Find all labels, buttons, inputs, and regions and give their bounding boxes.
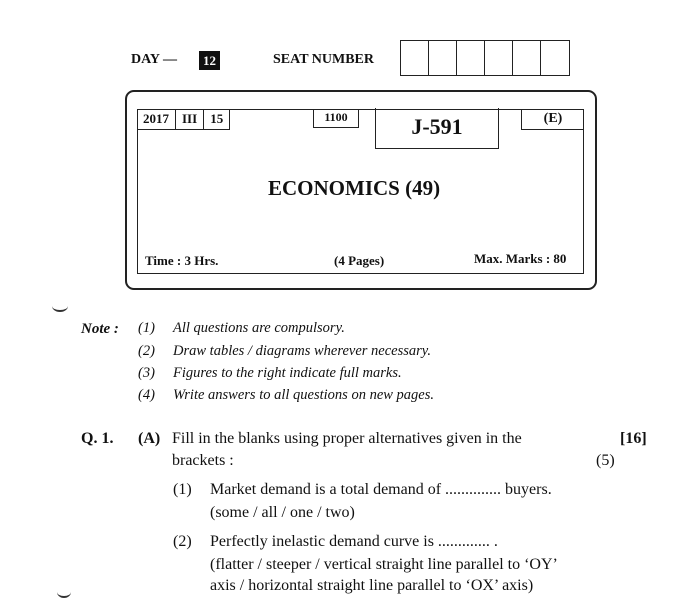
day-number-badge: 12 xyxy=(199,51,220,70)
note-text: Write answers to all questions on new pages. xyxy=(173,387,434,403)
note-text: Draw tables / diagrams wherever necessary. xyxy=(173,343,432,359)
punch-hole-mark xyxy=(57,586,71,598)
item-text: Perfectly inelastic demand curve is ............. . xyxy=(210,533,498,550)
question-part: (A) xyxy=(138,430,161,447)
note-number: (2) xyxy=(138,343,155,359)
item-number: (1) xyxy=(173,481,192,498)
note-text: Figures to the right indicate full marks. xyxy=(173,365,402,381)
max-marks-label: Max. Marks : 80 xyxy=(474,251,567,266)
question-number: Q. 1. xyxy=(81,430,114,447)
pages-label: (4 Pages) xyxy=(334,253,385,268)
note-number: (3) xyxy=(138,365,155,381)
exam-year: 2017 xyxy=(137,109,176,129)
question-total-marks: [16] xyxy=(620,430,647,447)
paper-code-box: J-591 xyxy=(375,108,499,149)
item-options-cont: axis / horizontal straight line parallel to ‘OX’ axis) xyxy=(210,577,534,594)
exam-code-box: 1100 xyxy=(313,109,359,128)
seat-number-boxes[interactable] xyxy=(400,40,570,76)
exam-date: 15 xyxy=(210,111,224,126)
question-instruction-cont: brackets : xyxy=(172,452,234,469)
subject-title: ECONOMICS (49) xyxy=(268,176,441,200)
punch-hole-mark xyxy=(52,300,68,312)
seat-number-digit-box[interactable] xyxy=(485,41,513,75)
seat-number-label: SEAT NUMBER xyxy=(273,52,375,67)
seat-number-digit-box[interactable] xyxy=(429,41,457,75)
day-label: DAY — xyxy=(131,52,178,67)
seat-number-digit-box[interactable] xyxy=(401,41,429,75)
exam-date-group xyxy=(137,109,230,130)
seat-number-digit-box[interactable] xyxy=(513,41,541,75)
exam-term: III xyxy=(176,109,204,129)
item-text: Market demand is a total demand of .............. buyers. xyxy=(210,481,552,498)
part-marks: (5) xyxy=(596,452,615,469)
question-instruction: Fill in the blanks using proper alternatives given in the xyxy=(172,430,522,447)
note-text: All questions are compulsory. xyxy=(173,320,345,336)
seat-number-digit-box[interactable] xyxy=(541,41,569,75)
item-number: (2) xyxy=(173,533,192,550)
note-number: (1) xyxy=(138,320,155,336)
note-label: Note : xyxy=(81,321,119,337)
time-label: Time : 3 Hrs. xyxy=(145,253,219,268)
item-options: (some / all / one / two) xyxy=(210,504,355,521)
note-number: (4) xyxy=(138,387,155,403)
item-options: (flatter / steeper / vertical straight line parallel to ‘OY’ xyxy=(210,556,558,573)
seat-number-digit-box[interactable] xyxy=(457,41,485,75)
language-box: (E) xyxy=(521,109,584,130)
